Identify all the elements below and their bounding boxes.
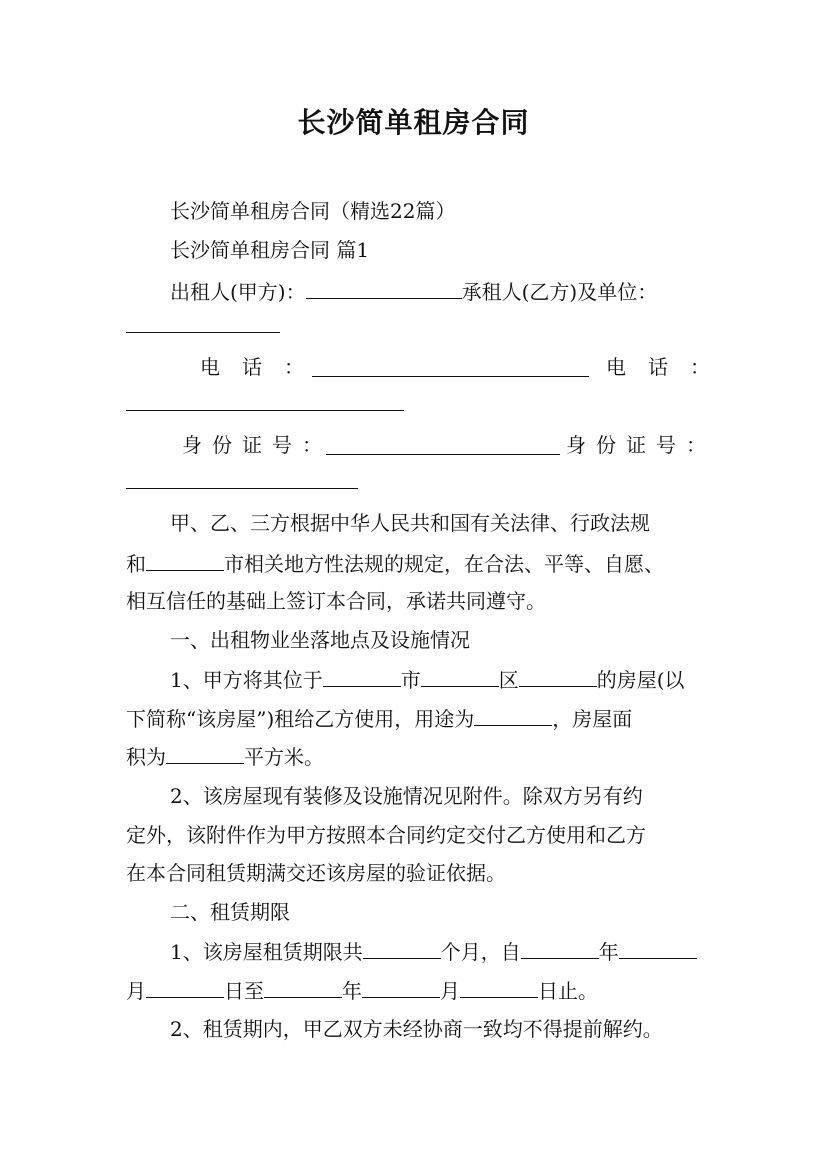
lessee-phone-blank-line — [126, 388, 404, 419]
end-month-blank[interactable] — [362, 975, 440, 998]
preamble-line-3: 相互信任的基础上签订本合同，承诺共同遵守。 — [126, 589, 546, 613]
section-1-p2-line-2: 定外，该附件作为甲方按照本合同约定交付乙方使用和乙方 — [126, 823, 646, 847]
end-day-blank[interactable] — [460, 975, 538, 998]
lessor-phone-blank[interactable] — [312, 354, 589, 377]
start-day-blank[interactable] — [146, 975, 224, 998]
section-1-p2-line-1: 2、该房屋现有装修及设施情况见附件。除双方另有约 — [170, 784, 643, 808]
section-2-p1-line-1: 1、该房屋租赁期限共 个月，自 年 — [170, 936, 697, 967]
lessor-id-blank[interactable] — [326, 432, 560, 455]
section-2-p2: 2、租赁期内，甲乙双方未经协商一致均不得提前解约。 — [170, 1017, 663, 1041]
lessee-blank[interactable] — [126, 310, 280, 333]
section-2-heading: 二、租赁期限 — [170, 900, 290, 924]
section-1-heading: 一、出租物业坐落地点及设施情况 — [170, 628, 470, 652]
section-2-p1-line-2: 月 日至 年 月 日止。 — [126, 975, 598, 1006]
preamble-line-2: 和 市相关地方性法规的规定，在合法、平等、自愿、 — [126, 548, 664, 579]
lessor-blank[interactable] — [306, 276, 462, 299]
start-month-blank[interactable] — [619, 936, 697, 959]
chapter-heading: 长沙简单租房合同 篇1 — [170, 238, 370, 262]
lessee-label: 承租人(乙方)及单位： — [461, 280, 658, 304]
lessee-phone-label: 电 话 ： — [606, 355, 710, 379]
property-district-blank[interactable] — [421, 664, 499, 687]
lessee-blank-line — [126, 310, 280, 341]
section-1-p1-line-1: 1、甲方将其位于 市 区 的房屋(以 — [170, 664, 685, 695]
document-title: 长沙简单租房合同 — [297, 106, 530, 139]
lessor-label: 出租人(甲方)： — [170, 280, 306, 304]
start-year-blank[interactable] — [521, 936, 599, 959]
lessee-id-label: 身 份 证 号 ： — [566, 433, 706, 457]
lessor-id-label: 身 份 证 号 ： — [182, 433, 322, 457]
section-1-p1-line-3: 积为 平方米。 — [126, 741, 324, 772]
end-year-blank[interactable] — [264, 975, 342, 998]
lessee-id-blank-line — [126, 466, 358, 497]
city-blank[interactable] — [146, 548, 224, 571]
usage-blank[interactable] — [474, 703, 552, 726]
preamble-line-1: 甲、乙、三方根据中华人民共和国有关法律、行政法规 — [170, 511, 650, 535]
lessor-phone-label: 电 话 ： — [200, 355, 304, 379]
section-1-p2-line-3: 在本合同租赁期满交还该房屋的验证依据。 — [126, 861, 506, 885]
lessee-phone-blank[interactable] — [126, 388, 404, 411]
document-subtitle: 长沙简单租房合同（精选22篇） — [170, 199, 456, 223]
section-1-p1-line-2: 下简称“该房屋”)租给乙方使用，用途为 ，房屋面 — [126, 703, 632, 734]
party-line — [170, 276, 657, 307]
lessee-id-blank[interactable] — [126, 466, 358, 489]
property-address-blank[interactable] — [519, 664, 597, 687]
area-blank[interactable] — [166, 741, 244, 764]
property-city-blank[interactable] — [323, 664, 401, 687]
lease-months-blank[interactable] — [363, 936, 441, 959]
